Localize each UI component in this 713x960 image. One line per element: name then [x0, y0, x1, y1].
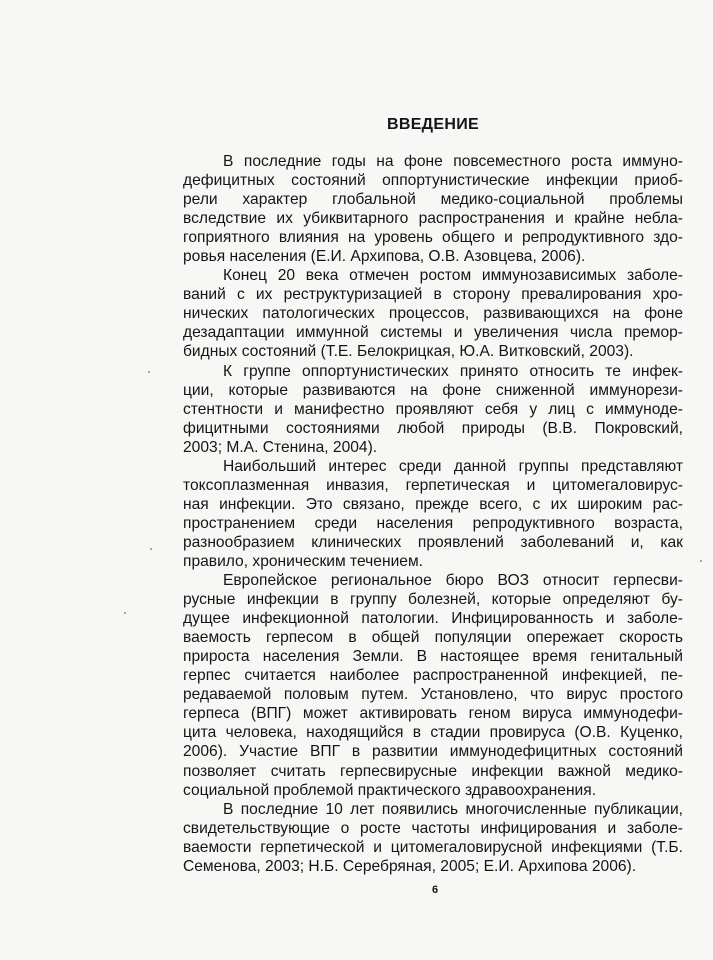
paragraph — [183, 266, 683, 361]
page-title: ВВЕДЕНИЕ — [387, 116, 479, 133]
text-line: дефицитных состояний оппортунистические инфекции приоб- — [183, 172, 683, 190]
text-line: ровья населения (Е.И. Архипова, О.В. Азовцева, 2006). — [183, 248, 586, 266]
page-number: 6 — [431, 884, 439, 896]
text-line: гоприятного влияния на уровень общего и репродуктивного здо- — [183, 229, 683, 247]
text-line: разнообразием клинических проявлений заболеваний и, как — [183, 533, 683, 551]
text-line: нических патологических процессов, развивающихся на фоне — [183, 305, 683, 323]
text-line: пространением среди населения репродуктивного возраста, — [183, 514, 683, 532]
text-line: Наибольший интерес среди данной группы представляют — [223, 457, 683, 475]
scan-speck — [148, 371, 150, 373]
text-line: социальной проблемой практического здравоохранения. — [183, 781, 597, 799]
text-line: герпеса (ВПГ) может активировать геном вируса иммунодефи- — [183, 705, 683, 723]
text-line: русные инфекции в группу болезней, которые определяют бу- — [183, 591, 683, 609]
text-line: 2006). Участие ВПГ в развитии иммунодефицитных состояний — [183, 743, 683, 761]
text-line: стентности и манифестно проявляют себя у лиц с иммуноде- — [183, 400, 683, 418]
text-line: цита человека, находящийся в стадии провируса (О.В. Куценко, — [183, 724, 683, 742]
text-line: Семенова, 2003; Н.Б. Серебряная, 2005; Е.И. Архипова 2006). — [183, 857, 637, 875]
text-line: бидных состояний (Т.Е. Белокрицкая, Ю.А. Витковский, 2003). — [183, 343, 634, 361]
text-line: Конец 20 века отмечен ростом иммунозависимых заболе- — [223, 267, 683, 285]
scan-speck — [700, 560, 702, 562]
text-line: дущее инфекционной патологии. Инфицированность и заболе- — [183, 610, 683, 628]
body-text — [183, 152, 683, 876]
text-line: ции, которые развиваются на фоне сниженной иммунорези- — [183, 381, 683, 399]
text-line: редаваемой половым путем. Установлено, что вирус простого — [183, 686, 683, 704]
text-line: ваемость герпесом в общей популяции опережает скорость — [183, 629, 683, 647]
text-line: дезадаптации иммунной системы и увеличения числа премор- — [183, 324, 683, 342]
text-line: В последние 10 лет появились многочисленные публикации, — [223, 800, 683, 818]
text-line: рели характер глобальной медико-социальной проблемы — [183, 191, 683, 209]
scan-speck — [150, 548, 152, 550]
text-line: фицитными состояниями любой природы (В.В. Покровский, — [183, 419, 683, 437]
text-line: токсоплазменная инвазия, герпетическая и цитомегаловирус- — [183, 476, 683, 494]
paragraph — [183, 800, 683, 876]
text-line: ная инфекции. Это связано, прежде всего, с их широким рас- — [183, 495, 683, 513]
text-line: ваний с их реструктуризацией в сторону превалирования хро- — [183, 286, 683, 304]
text-line: К группе оппортунистических принято относить те инфек- — [223, 362, 683, 380]
paragraph — [183, 152, 683, 266]
text-line: ваемости герпетической и цитомегаловирусной инфекциями (Т.Б. — [183, 838, 683, 856]
paragraph — [183, 571, 683, 800]
paragraph — [183, 457, 683, 571]
text-line: 2003; М.А. Стенина, 2004). — [183, 438, 378, 456]
text-line: Европейское региональное бюро ВОЗ относит герпесви- — [223, 572, 683, 590]
text-line: В последние годы на фоне повсеместного роста иммуно- — [223, 153, 683, 170]
scan-speck — [124, 612, 126, 614]
text-line: позволяет считать герпесвирусные инфекции важной медико- — [183, 762, 683, 780]
paragraph — [183, 362, 683, 457]
text-line: прироста населения Земли. В настоящее время генитальный — [183, 648, 683, 666]
text-line: вследствие их убиквитарного распространения и крайне небла- — [183, 210, 683, 228]
text-line: свидетельствующие о росте частоты инфицирования и заболе- — [183, 819, 683, 837]
text-line: герпес считается наиболее распространенной инфекцией, пе- — [183, 667, 683, 685]
text-line: правило, хроническим течением. — [183, 552, 424, 570]
